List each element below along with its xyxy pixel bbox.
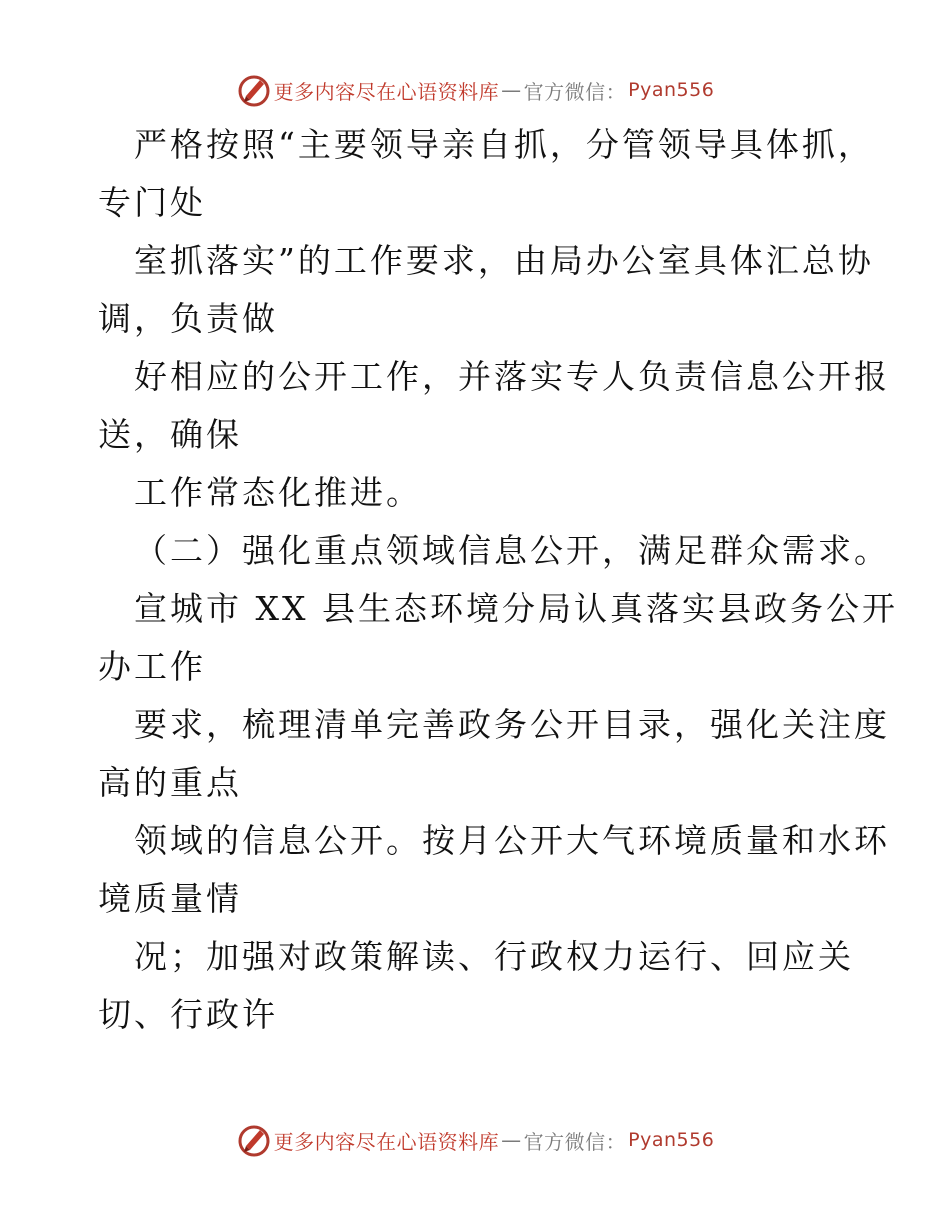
footer-separator: — (501, 1128, 522, 1152)
header-wechat-label: 官方微信： (523, 79, 627, 104)
body-line: 切、行政许 (98, 995, 278, 1034)
header-wechat-id: Pyan556 (628, 79, 715, 101)
footer-site-text: 更多内容尽在心语资料库 (273, 1129, 500, 1154)
header-text (274, 76, 715, 105)
footer-wechat-id: Pyan556 (628, 1129, 715, 1151)
footer-text (274, 1126, 715, 1155)
document-body (98, 116, 898, 1044)
body-line: 况；加强对政策解读、行政权力运行、回应关 (134, 937, 854, 976)
section-heading: （二）强化重点领域信息公开，满足群众需求。 (134, 531, 890, 570)
body-line: 好相应的公开工作，并落实专人负责信息公开报 (134, 357, 890, 396)
header-separator: — (501, 78, 522, 102)
header-watermark (0, 70, 950, 110)
body-line: 专门处 (98, 183, 206, 222)
footer-wechat-label: 官方微信： (523, 1129, 627, 1154)
header-site-text: 更多内容尽在心语资料库 (273, 79, 500, 104)
body-line: 境质量情 (98, 879, 242, 918)
body-line: 送，确保 (98, 415, 242, 454)
body-line: 调，负责做 (98, 299, 278, 338)
body-line: 严格按照“主要领导亲自抓，分管领导具体抓， (134, 125, 874, 164)
footer-watermark (0, 1120, 950, 1160)
logo-icon (236, 1122, 272, 1158)
body-line: 室抓落实”的工作要求，由局办公室具体汇总协 (134, 241, 874, 280)
body-line: 要求，梳理清单完善政务公开目录，强化关注度 (134, 705, 890, 744)
logo-icon (236, 72, 272, 108)
body-line: 领域的信息公开。按月公开大气环境质量和水环 (134, 821, 890, 860)
body-line: 高的重点 (98, 763, 242, 802)
body-line: 办工作 (98, 647, 206, 686)
body-line: 工作常态化推进。 (134, 473, 422, 512)
body-line: 宣城市 XX 县生态环境分局认真落实县政务公开 (134, 589, 898, 628)
